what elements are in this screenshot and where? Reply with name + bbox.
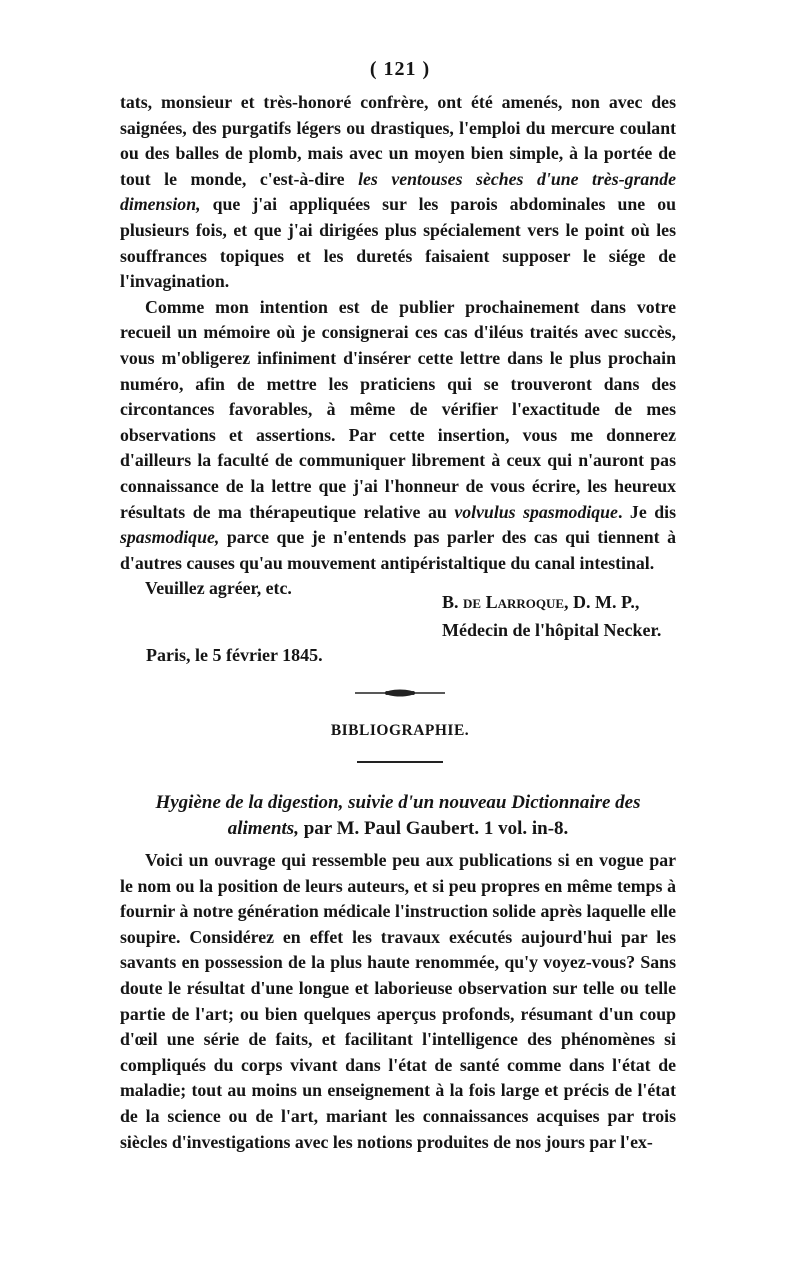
text-run: , D. M. P., [564,592,640,612]
book-title-italic: Hygiène de la digestion, suivie d'un nouveau Dictionnaire des aliments, [155,792,641,839]
text-run: tats, monsieur et très-honoré confrère, ont été amenés, non avec des saignées, des purgatifs légers ou drastiques, l'emploi du mercure coulant ou des balles de plomb, mais avec un moyen bien simple, à la portée de tout le monde, c'est-à-dire [120,92,676,189]
book-title [120,790,676,842]
section-title: BIBLIOGRAPHIE. [330,722,470,739]
review-paragraph: Voici un ouvrage qui ressemble peu aux publications si en vogue par le nom ou la position de leurs auteurs, et si peu propres en même temps à fournir à notre génération médicale l'instruction solide après laquelle elle soupire. Considérez en effet les travaux exécutés aujourd'hui par les savants en possession de la plus haute renommée, qu'y voyez-vous? Sans doute le résultat d'une longue et laborieuse observation sur telle ou telle partie de l'art; ou bien quelques aperçus profonds, résumant d'un coup d'œil une série de faits, et facilitant l'intelligence des phénomènes si compliqués du corps vivant dans l'état de santé comme dans l'état de maladie; tout au moins un enseignement à la fois large et précis de l'état de la science ou de l'art, mariant les connaissances acquises par trois siècles d'investigations avec les notions produites de nos jours par l'ex- [120,850,676,1152]
text-run: Comme mon intention est de publier prochainement dans votre recueil un mémoire où je consignerai ces cas d'iléus traités avec succès, vous m'obligerez infiniment d'insérer cette lettre dans le plus prochain numéro, afin de mettre les praticiens qui se trouveront dans des circontances favorables, à même de vérifier l'exactitude de mes observations et assertions. Par cette insertion, vous me donnerez d'ailleurs la faculté de communiquer librement à ceux qui n'auront pas connaissance de la lettre que j'ai l'honneur de vous écrire, les heureux résultats de ma thérapeutique relative au [120,296,676,522]
signature-title: Médecin de l'hôpital Necker. [442,620,662,640]
letter-closing: Veuillez agréer, etc. [145,578,292,599]
page-number: ( 121 ) [369,58,431,80]
emphasis-text: volvulus spasmodique [454,501,618,522]
text-run: que j'ai appliquées sur les parois abdominales une ou plusieurs fois, et que j'ai dirigées plus spécialement vers le point où les souffrances topiques et les duretés faisaient supposer le siége de l'invagination. [120,194,676,292]
emphasis-text: spasmodique, [120,527,220,548]
review-body [120,848,676,1155]
letter-paragraph-2 [120,295,676,577]
letter-body [120,90,676,602]
book-info: par M. Paul Gaubert. 1 vol. in-8. [298,818,569,839]
letter-date: Paris, le 5 février 1845. [146,645,323,665]
text-run: B. [442,592,464,612]
author-name: Larroque [485,592,565,612]
text-run: parce que je n'entends pas parler des cas qui tiennent à d'autres causes qu'au mouvement antipéristaltique du canal intestinal. [120,527,676,573]
letter-paragraph-1 [120,90,676,295]
ornament-divider [355,689,445,697]
emphasis-text: les ventouses sèches d'une très-grande dimension, [120,168,676,215]
signature [442,592,639,613]
text-run: de [463,592,482,612]
text-run: . Je dis [617,501,677,522]
title-rule [357,761,443,763]
